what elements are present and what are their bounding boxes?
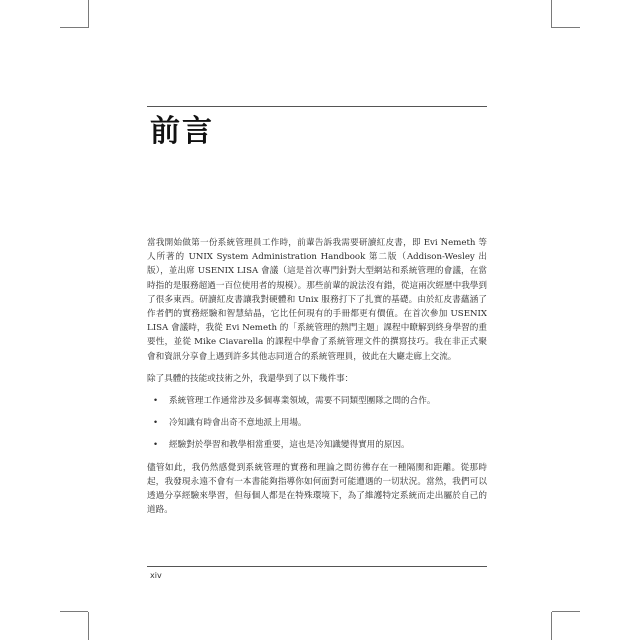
bullet-icon: • (153, 396, 159, 407)
list-item (147, 438, 487, 452)
crop-mark-top-left-horizontal (60, 27, 88, 28)
chapter-title: 前言 (150, 114, 214, 149)
list-item-text: 經驗對於學習和教學相當重要，這也是冷知識變得實用的原因。 (169, 440, 410, 451)
lessons-lead-paragraph: 除了具體的技能或技術之外，我還學到了以下幾件事： (147, 373, 354, 384)
bullet-icon: • (153, 440, 159, 451)
crop-mark-bottom-right (551, 612, 552, 640)
list-item (147, 416, 487, 430)
header-rule (147, 106, 487, 107)
page-number: xiv (150, 571, 162, 580)
bullet-icon: • (153, 418, 159, 429)
closing-paragraph: 儘管如此，我仍然感覺到系統管理的實務和理論之間彷彿存在一種隔閡和距離。從那時起，我發現永遠不會有一本書能夠指導你如何面對可能遭遇的一切狀況。當然，我們可以透過分享經驗來學習，但每個人都是在特殊環境下，為了維護特定系統而走出屬於自己的道路。 (147, 462, 487, 516)
list-item-text: 冷知識有時會出奇不意地派上用場。 (169, 418, 307, 429)
crop-mark-top-right-horizontal (552, 27, 580, 28)
lessons-list (147, 394, 487, 453)
intro-paragraph: 當我開始做第一份系統管理員工作時，前輩告訴我需要研讀紅皮書，即 Evi Nemeth 等人所著的 UNIX System Administration Handbook 第二版（Addison-Wesley 出版），並出席 USENIX LISA 會議（這是首次專門針對大型網站和系統管理的會議，在當時指的是服務超過一百位使用者的規模）。那些前輩的說法沒有錯，從這兩次經歷中我學到了很多東西。研讀紅皮書讓我對硬體和 Unix 服務打下了扎實的基礎。由於紅皮書蘊涵了作者們的實務經驗和智慧結晶，它比任何現有的手冊都更有價值。在首次參加 USENIX LISA 會議時，我從 Evi Nemeth 的「系統管理的熱門主題」課程中瞭解到終身學習的重要性，並從 Mike Ciavarella 的課程中學會了系統管理文件的撰寫技巧。我在非正式聚會和資訊分享會上遇到許多其他志同道合的系統管理員，彼此在大廳走廊上交流。 (147, 238, 487, 362)
crop-mark-bottom-right-horizontal (552, 611, 580, 612)
body-text (147, 236, 487, 525)
list-item-text: 系統管理工作通常涉及多個專業領域，需要不同類型團隊之間的合作。 (169, 396, 436, 407)
crop-mark-bottom-left-horizontal (60, 611, 88, 612)
crop-mark-top-left (88, 0, 89, 28)
footer-rule (147, 566, 487, 567)
list-item (147, 394, 487, 408)
crop-mark-top-right (551, 0, 552, 28)
crop-mark-bottom-left (88, 612, 89, 640)
